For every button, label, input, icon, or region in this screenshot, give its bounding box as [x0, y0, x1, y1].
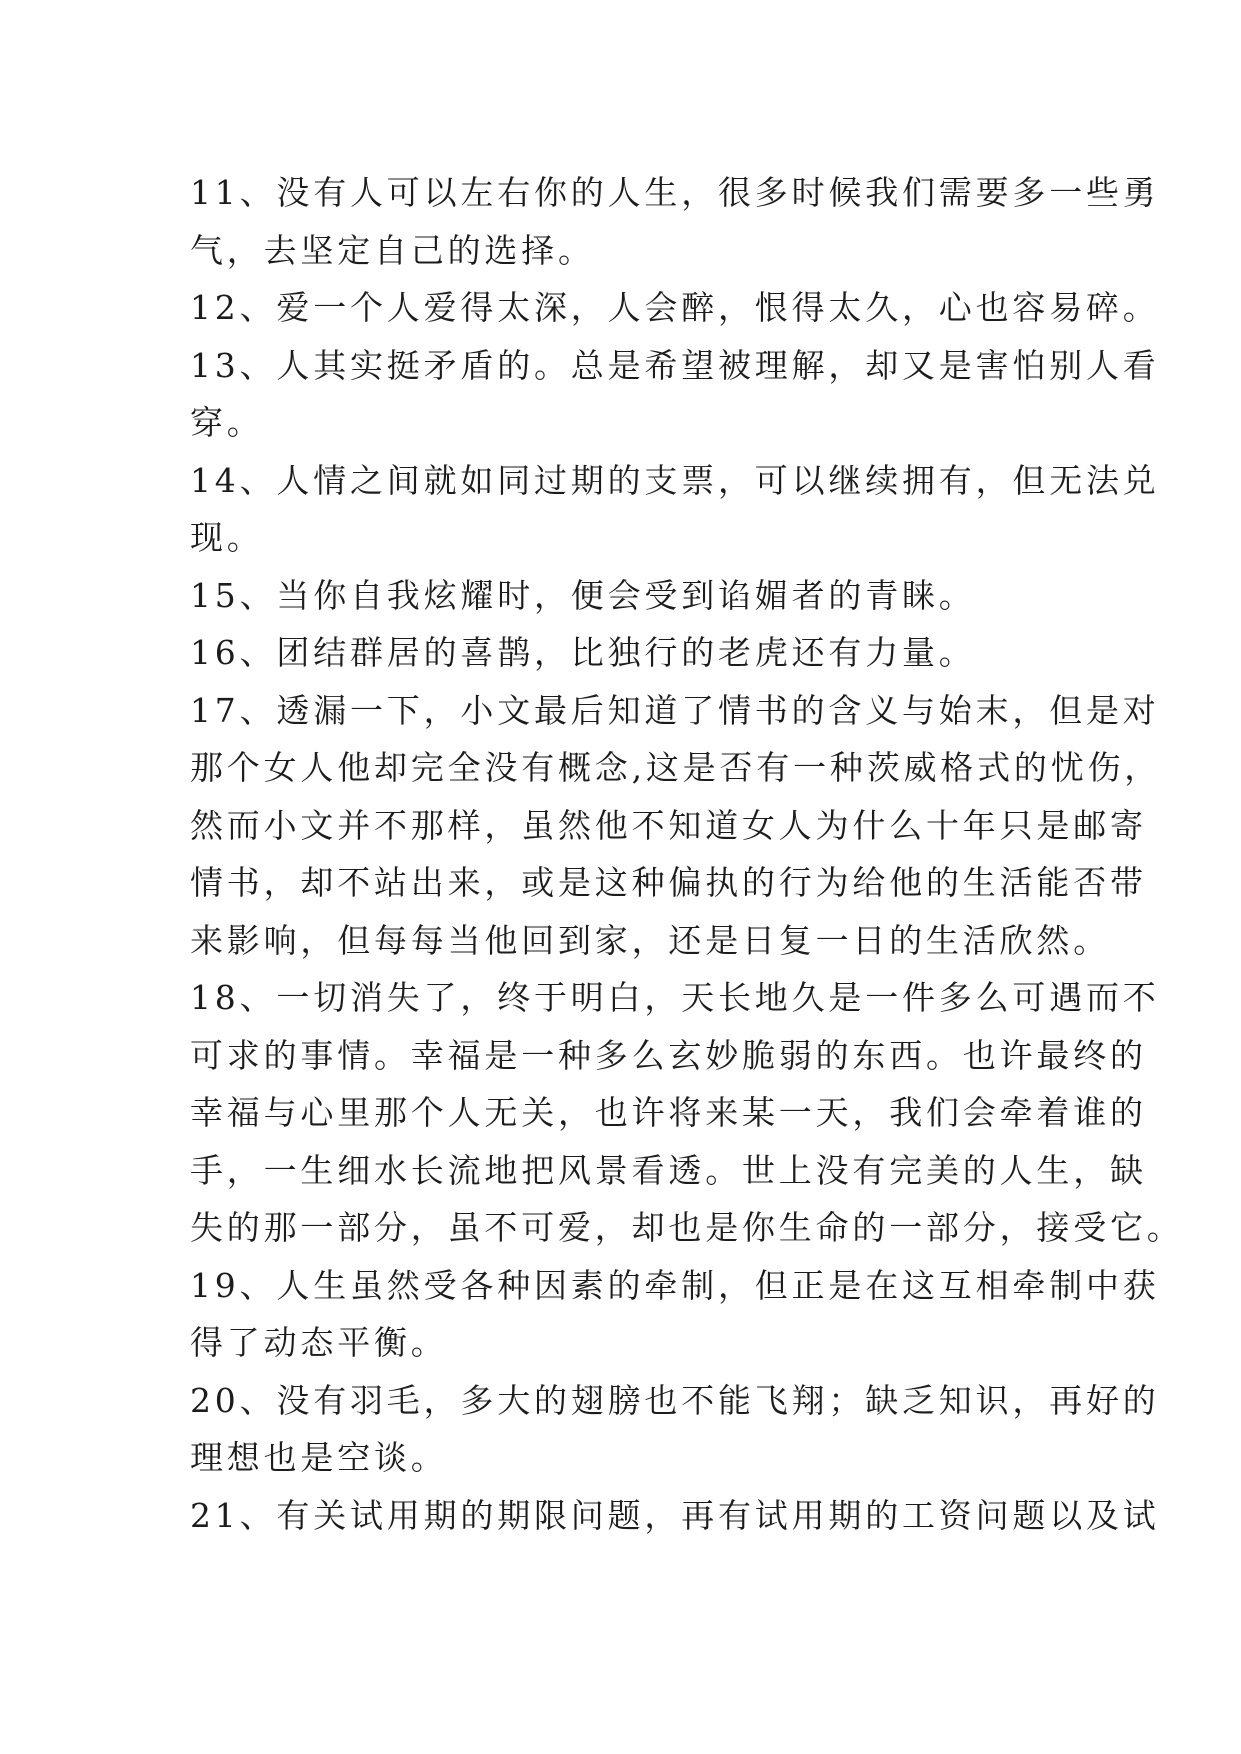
text-line: 幸福与心里那个人无关，也许将来某一天，我们会牵着谁的	[190, 1093, 1147, 1132]
text-line: 19、人生虽然受各种因素的牵制，但正是在这互相牵制中获	[190, 1265, 1160, 1305]
text-line: 12、爱一个人爱得太深，人会醉，恨得太久，心也容易碎。	[190, 288, 1160, 327]
text-line: 手，一生细水长流地把风景看透。世上没有完美的人生，缺	[190, 1150, 1147, 1190]
text-line: 16、团结群居的喜鹊，比独行的老虎还有力量。	[190, 633, 976, 672]
text-line: 气，去坚定自己的选择。	[190, 230, 595, 270]
text-line: 情书，却不站出来，或是这种偏执的行为给他的生活能否带	[190, 863, 1147, 902]
text-line: 来影响，但每每当他回到家，还是日复一日的生活欣然。	[190, 920, 1110, 960]
text-line: 得了动态平衡。	[190, 1323, 448, 1362]
text-line: 21、有关试用期的期限问题，再有试用期的工资问题以及试	[190, 1495, 1160, 1535]
text-line: 穿。	[190, 403, 264, 442]
text-line: 然而小文并不那样，虽然他不知道女人为什么十年只是邮寄	[190, 805, 1147, 845]
document-body	[190, 164, 1184, 1544]
text-line: 11、没有人可以左右你的人生，很多时候我们需要多一些勇	[190, 173, 1160, 212]
text-line: 15、当你自我炫耀时，便会受到谄媚者的青睐。	[190, 575, 976, 615]
text-line: 17、透漏一下，小文最后知道了情书的含义与始末，但是对	[190, 690, 1160, 730]
text-line: 理想也是空谈。	[190, 1438, 448, 1477]
text-line: 14、人情之间就如同过期的支票，可以继续拥有，但无法兑	[190, 460, 1160, 500]
text-line: 失的那一部分，虽不可爱，却也是你生命的一部分，接受它。	[190, 1208, 1184, 1247]
text-line: 那个女人他却完全没有概念,这是否有一种茨威格式的忧伤，	[190, 748, 1162, 787]
text-line: 18、一切消失了，终于明白，天长地久是一件多么可遇而不	[190, 978, 1160, 1017]
text-line: 13、人其实挺矛盾的。总是希望被理解，却又是害怕别人看	[190, 345, 1160, 385]
text-line: 20、没有羽毛，多大的翅膀也不能飞翔；缺乏知识，再好的	[190, 1380, 1160, 1420]
text-line: 可求的事情。幸福是一种多么玄妙脆弱的东西。也许最终的	[190, 1035, 1147, 1075]
text-line: 现。	[190, 518, 264, 557]
